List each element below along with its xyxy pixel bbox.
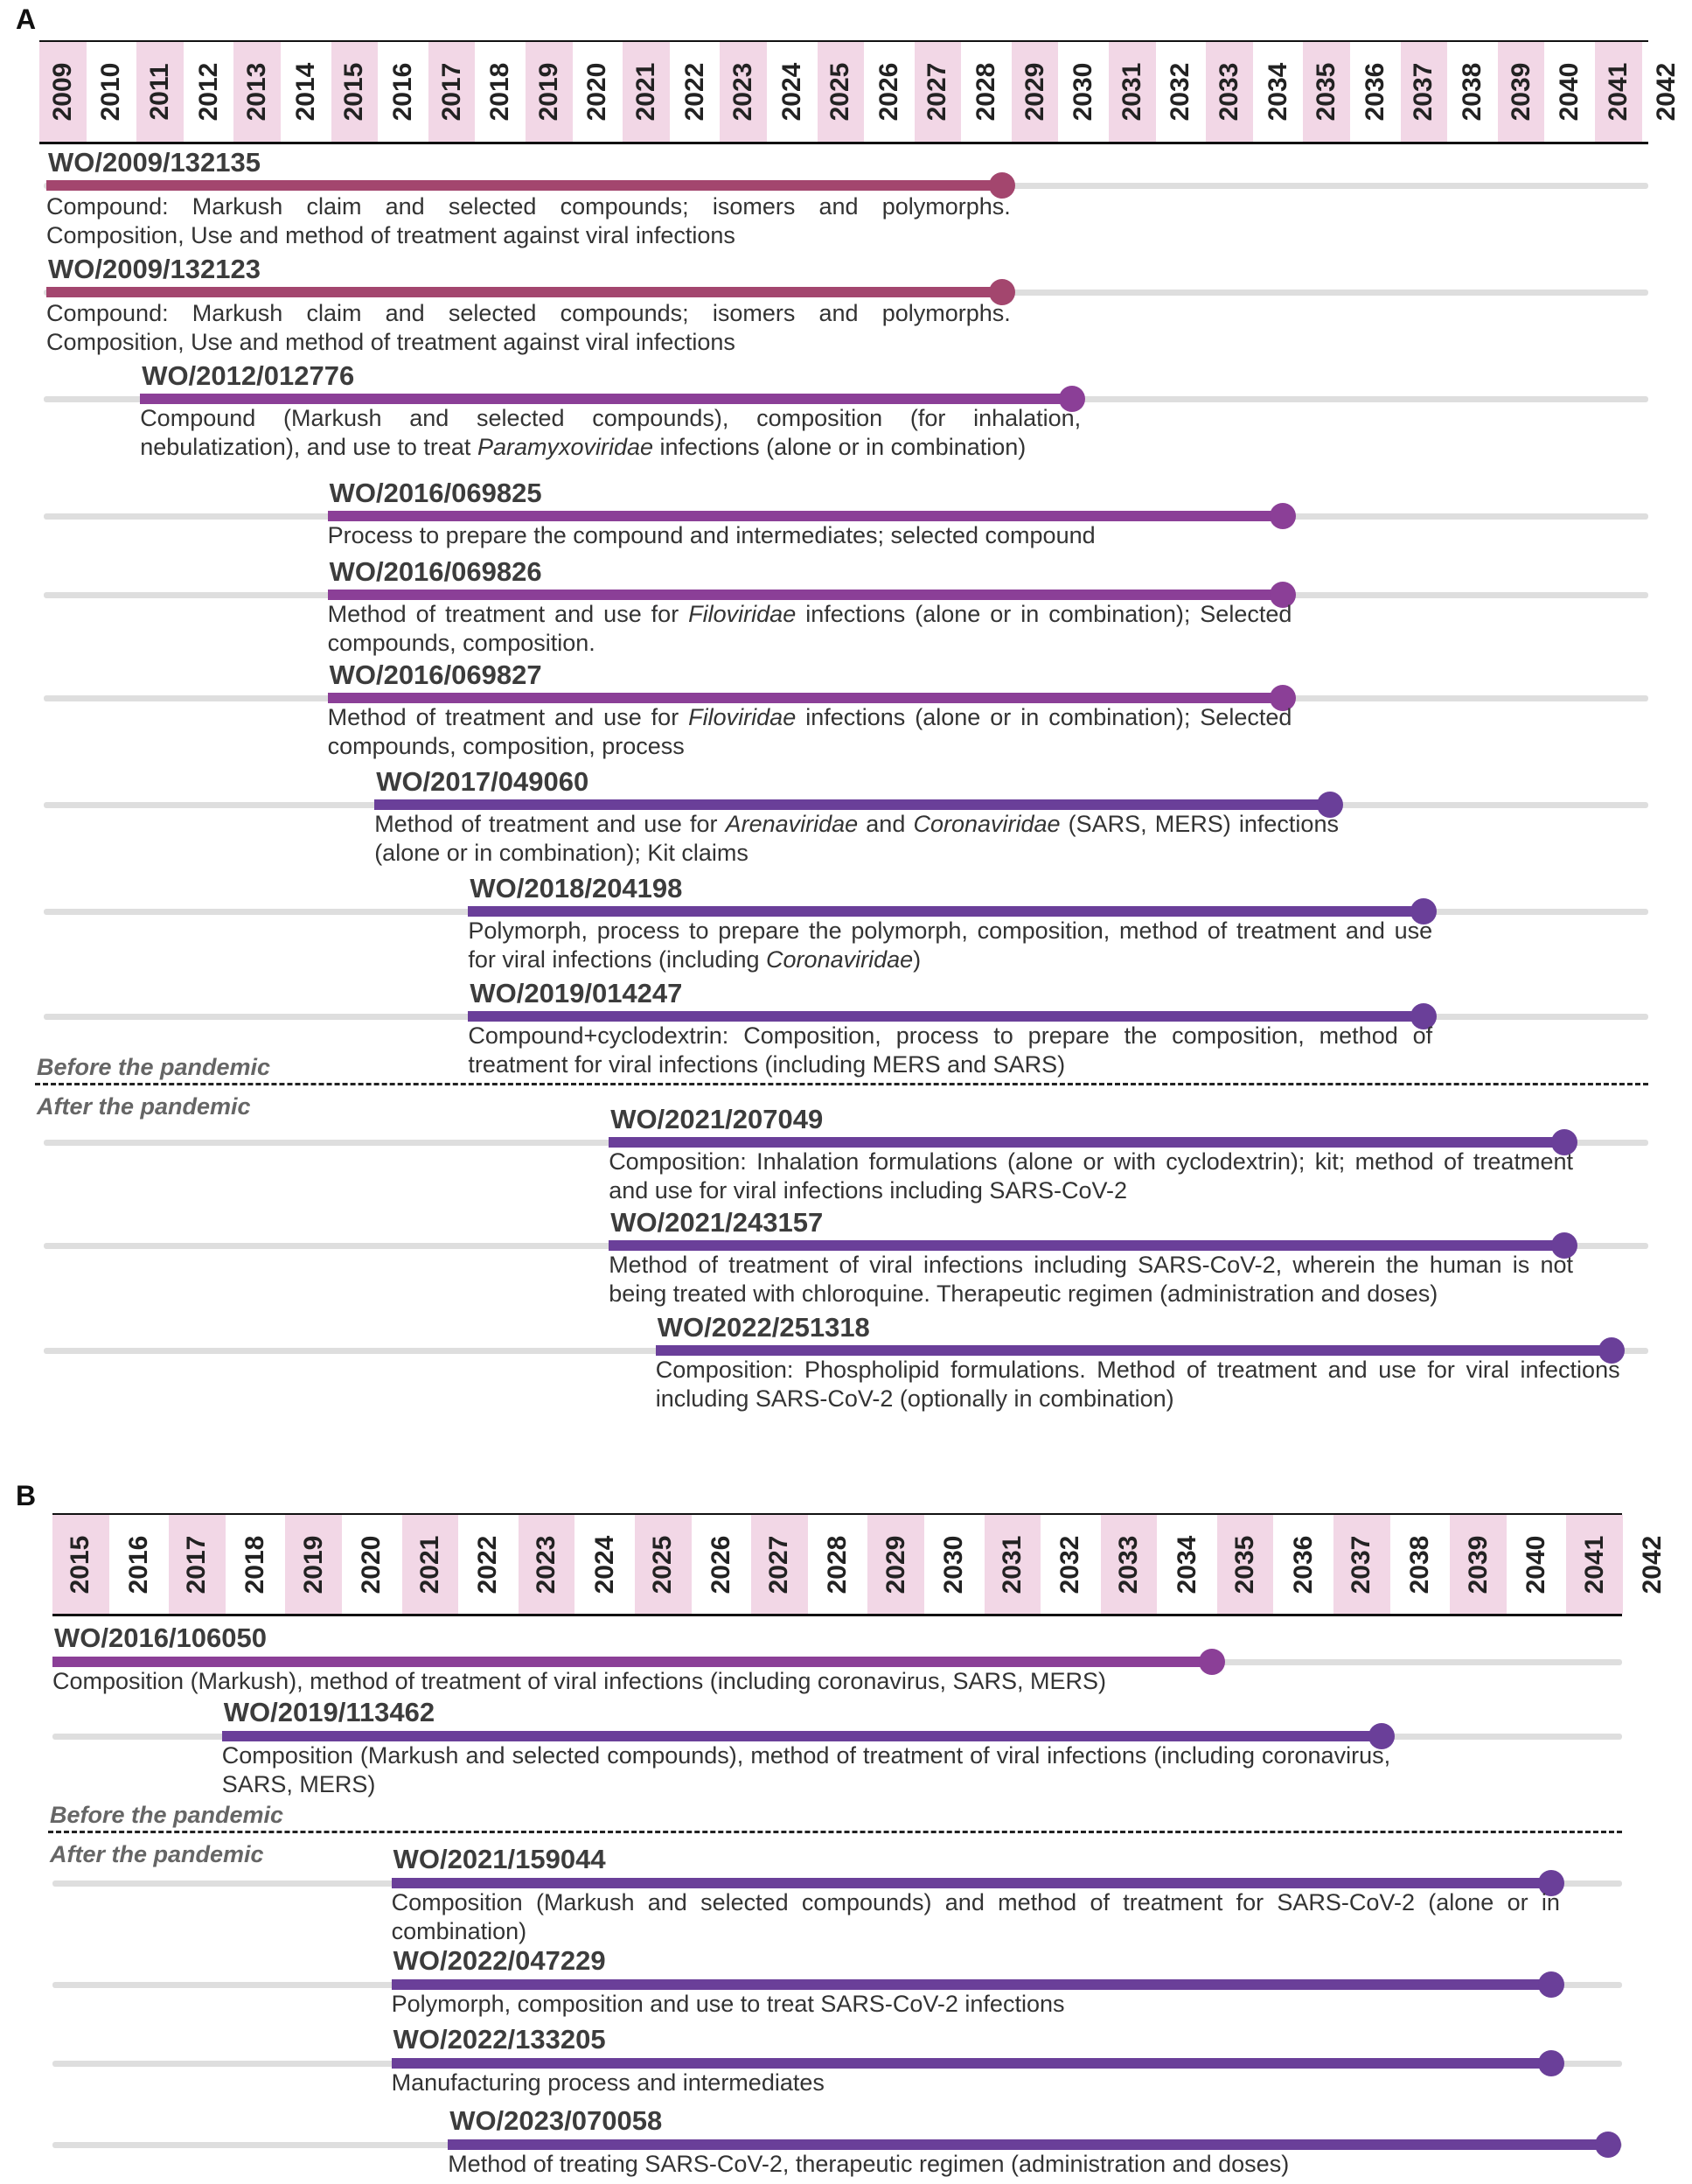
- year-label: 2041: [1603, 62, 1633, 122]
- patent-description: [448, 2150, 1613, 2179]
- year-label: 2018: [240, 1535, 270, 1594]
- patent-number: WO/2016/069825: [329, 478, 542, 508]
- patent-duration-bar: [222, 1731, 1382, 1741]
- description-text: Composition (Markush and selected compounds), method of treatment of viral infections (including coronavirus, SARS, MERS): [221, 1742, 1391, 1797]
- patent-number: WO/2016/106050: [54, 1622, 268, 1653]
- patent-number: WO/2022/133205: [393, 2024, 606, 2055]
- year-cell: [1508, 1515, 1567, 1614]
- patent-duration-bar: [52, 1657, 1212, 1667]
- year-cell: [1546, 42, 1595, 142]
- year-cell: [1042, 1515, 1101, 1614]
- description-text: Method of treatment and use for: [327, 704, 689, 730]
- description-text: Method of treatment of viral infections including SARS-CoV-2, wherein the human is not being treated with chloroquine. Therapeutic regimen (administration and doses): [609, 1252, 1573, 1307]
- year-label: 2030: [939, 1535, 969, 1594]
- pandemic-divider: [48, 1831, 1622, 1833]
- year-cell: [428, 42, 477, 142]
- description-text: Composition: Phospholipid formulations. Method of treatment and use for viral infections including SARS-CoV-2 (optionally in combination): [655, 1357, 1620, 1412]
- patent-description: [609, 1251, 1573, 1308]
- description-text: Compound (Markush and selected compounds), composition (for inhalation, nebulatization), and use to treat: [140, 405, 1082, 460]
- year-cell: [623, 42, 672, 142]
- year-label: 2034: [1172, 1535, 1201, 1594]
- patent-duration-bar: [46, 180, 1002, 191]
- year-cell: [720, 42, 769, 142]
- year-cell: [1109, 42, 1158, 142]
- before-pandemic-label: Before the pandemic: [37, 1054, 271, 1080]
- year-label: 2012: [193, 62, 223, 122]
- patent-number: WO/2012/012776: [142, 360, 355, 391]
- year-cell: [1275, 1515, 1333, 1614]
- patent-number: WO/2018/204198: [470, 873, 683, 904]
- year-label: 2031: [1117, 62, 1146, 122]
- patent-duration-bar: [609, 1137, 1564, 1148]
- patent-number: WO/2022/251318: [657, 1312, 870, 1343]
- patent-number: WO/2023/070058: [449, 2105, 663, 2136]
- patent-description: [656, 1356, 1620, 1413]
- virus-family-name: Coronaviridae: [913, 811, 1061, 837]
- year-cell: [1101, 1515, 1159, 1614]
- description-text: Composition: Inhalation formulations (alone or with cyclodextrin); kit; method of treatment and use for viral infections including SARS-CoV-2: [609, 1148, 1573, 1204]
- year-label: 2010: [96, 62, 126, 122]
- description-text: Composition (Markush), method of treatment of viral infections (including coronavirus, SARS, MERS): [52, 1668, 1106, 1694]
- patent-description: [328, 600, 1292, 658]
- year-label: 2038: [1458, 62, 1487, 122]
- year-cell: [477, 42, 526, 142]
- patent-duration-bar: [328, 693, 1284, 703]
- year-label: 2024: [589, 1535, 619, 1594]
- year-cell: [576, 1515, 635, 1614]
- year-label: 2039: [1506, 62, 1535, 122]
- year-label: 2039: [1463, 1535, 1493, 1594]
- year-label: 2023: [532, 1535, 561, 1594]
- header-bottom-line: [39, 142, 1648, 144]
- patent-duration-bar: [656, 1345, 1612, 1356]
- year-cell: [1450, 1515, 1508, 1614]
- patent-description: [140, 404, 1081, 462]
- year-cell: [282, 42, 331, 142]
- patent-duration-bar: [328, 590, 1284, 600]
- year-label: 2028: [823, 1535, 853, 1594]
- year-label: 2009: [47, 62, 77, 122]
- patent-description: [222, 1741, 1390, 1799]
- description-text: infections (alone or in combination); Selected compounds, composition, process: [327, 704, 1292, 759]
- year-header: [39, 42, 1692, 142]
- year-cell: [985, 1515, 1043, 1614]
- year-cell: [1060, 42, 1109, 142]
- patent-duration-bar: [140, 394, 1072, 404]
- year-cell: [574, 42, 623, 142]
- panel-label: A: [16, 3, 37, 35]
- year-cell: [185, 42, 234, 142]
- year-cell: [526, 42, 574, 142]
- virus-family-name: Coronaviridae: [766, 946, 914, 973]
- year-label: 2028: [971, 62, 1001, 122]
- year-cell: [460, 1515, 519, 1614]
- panel-label: B: [16, 1480, 37, 1511]
- year-cell: [39, 42, 88, 142]
- description-text: infections (alone or in combination); Selected compounds, composition.: [327, 601, 1292, 656]
- pandemic-divider: [35, 1083, 1648, 1085]
- year-cell: [1352, 42, 1401, 142]
- year-label: 2019: [298, 1535, 328, 1594]
- year-label: 2033: [1113, 1535, 1143, 1594]
- year-cell: [1303, 42, 1352, 142]
- patent-duration-bar: [468, 1011, 1424, 1022]
- description-text: Composition (Markush and selected compounds) and method of treatment for SARS-CoV-2 (alone or in combination): [391, 1889, 1560, 1944]
- year-label: 2018: [485, 62, 515, 122]
- patent-description: [392, 2069, 1560, 2097]
- year-cell: [1401, 42, 1450, 142]
- patent-duration-bar: [468, 906, 1424, 917]
- year-label: 2042: [1638, 1535, 1668, 1594]
- description-text: Process to prepare the compound and intermediates; selected compound: [327, 522, 1096, 548]
- year-label: 2020: [582, 62, 612, 122]
- patent-duration-bar: [328, 511, 1284, 521]
- description-text: Method of treatment and use for: [327, 601, 689, 627]
- description-text: (SARS, MERS) infections (alone or in combination); Kit claims: [374, 811, 1339, 866]
- year-label: 2017: [436, 62, 466, 122]
- year-cell: [227, 1515, 286, 1614]
- patent-number: WO/2021/207049: [610, 1104, 824, 1134]
- description-text: infections (alone or in combination): [653, 434, 1027, 460]
- year-label: 2038: [1404, 1535, 1434, 1594]
- year-label: 2041: [1579, 1535, 1609, 1594]
- year-label: 2024: [776, 62, 806, 122]
- patent-number: WO/2021/243157: [610, 1207, 824, 1238]
- year-header: [52, 1515, 1683, 1614]
- header-bottom-line: [52, 1614, 1622, 1616]
- year-label: 2021: [414, 1535, 444, 1594]
- year-cell: [1206, 42, 1255, 142]
- year-label: 2032: [1055, 1535, 1085, 1594]
- patent-number: WO/2019/014247: [470, 978, 683, 1008]
- year-label: 2023: [728, 62, 758, 122]
- patent-description: [46, 299, 1011, 357]
- year-cell: [1449, 42, 1498, 142]
- year-cell: [111, 1515, 170, 1614]
- year-label: 2033: [1215, 62, 1244, 122]
- patent-duration-bar: [392, 1878, 1551, 1888]
- year-cell: [1255, 42, 1304, 142]
- year-cell: [1333, 1515, 1392, 1614]
- year-label: 2040: [1555, 62, 1584, 122]
- virus-family-name: Filoviridae: [688, 704, 797, 730]
- year-label: 2014: [290, 62, 320, 122]
- patent-description: [468, 1022, 1432, 1079]
- year-label: 2015: [339, 62, 369, 122]
- patent-number: WO/2017/049060: [376, 766, 589, 797]
- year-cell: [963, 42, 1012, 142]
- year-cell: [1158, 42, 1207, 142]
- year-cell: [751, 1515, 810, 1614]
- year-label: 2029: [881, 1535, 910, 1594]
- year-label: 2037: [1347, 1535, 1376, 1594]
- virus-family-name: Filoviridae: [688, 601, 797, 627]
- before-pandemic-label: Before the pandemic: [50, 1802, 284, 1828]
- patent-duration-bar: [392, 2058, 1551, 2069]
- year-cell: [136, 42, 185, 142]
- patent-duration-bar: [609, 1240, 1564, 1251]
- patent-description: [392, 1990, 1560, 2019]
- year-cell: [672, 42, 721, 142]
- description-text: Polymorph, composition and use to treat SARS-CoV-2 infections: [391, 1991, 1065, 2017]
- year-label: 2029: [1020, 62, 1049, 122]
- year-cell: [693, 1515, 752, 1614]
- virus-family-name: Arenaviridae: [725, 811, 859, 837]
- year-cell: [635, 1515, 693, 1614]
- patent-number: WO/2022/047229: [393, 1945, 606, 1976]
- year-label: 2027: [764, 1535, 794, 1594]
- description-text: ): [913, 946, 922, 973]
- year-cell: [926, 1515, 985, 1614]
- patent-duration-bar: [46, 287, 1002, 297]
- year-label: 2040: [1521, 1535, 1551, 1594]
- year-label: 2025: [648, 1535, 678, 1594]
- patent-duration-bar: [448, 2139, 1607, 2150]
- description-text: Polymorph, process to prepare the polymorph, composition, method of treatment and use for viral infections (including: [468, 918, 1433, 973]
- year-label: 2030: [1069, 62, 1098, 122]
- year-cell: [1595, 42, 1644, 142]
- description-text: Manufacturing process and intermediates: [391, 2069, 825, 2096]
- year-cell: [233, 42, 282, 142]
- year-cell: [331, 42, 380, 142]
- year-cell: [1498, 42, 1547, 142]
- patent-description: [392, 1888, 1560, 1946]
- patent-duration-bar: [392, 1979, 1551, 1990]
- year-label: 2013: [242, 62, 272, 122]
- year-cell: [866, 42, 915, 142]
- year-label: 2015: [66, 1535, 95, 1594]
- description-text: and: [858, 811, 914, 837]
- description-text: Compound: Markush claim and selected compounds; isomers and polymorphs. Composition, Use and method of treatment against viral infections: [46, 193, 1011, 248]
- virus-family-name: Paramyxoviridae: [477, 434, 654, 460]
- year-cell: [52, 1515, 111, 1614]
- year-cell: [769, 42, 818, 142]
- description-text: Method of treating SARS-CoV-2, therapeutic regimen (administration and doses): [448, 2151, 1290, 2177]
- year-label: 2016: [387, 62, 417, 122]
- year-label: 2026: [706, 1535, 735, 1594]
- year-cell: [285, 1515, 344, 1614]
- year-label: 2011: [144, 63, 174, 121]
- year-label: 2019: [533, 62, 563, 122]
- year-cell: [169, 1515, 227, 1614]
- year-label: 2022: [473, 1535, 503, 1594]
- year-label: 2017: [182, 1535, 212, 1594]
- patent-description: [328, 703, 1292, 761]
- patent-duration-bar: [374, 799, 1330, 810]
- year-cell: [810, 1515, 868, 1614]
- year-cell: [867, 1515, 926, 1614]
- after-pandemic-label: After the pandemic: [50, 1841, 264, 1867]
- year-label: 2037: [1409, 62, 1438, 122]
- year-cell: [519, 1515, 577, 1614]
- patent-number: WO/2009/132135: [48, 147, 261, 178]
- year-label: 2036: [1288, 1535, 1318, 1594]
- year-label: 2035: [1312, 62, 1341, 122]
- year-cell: [402, 1515, 461, 1614]
- year-cell: [1012, 42, 1061, 142]
- patent-description: [374, 810, 1339, 868]
- patent-description: [52, 1667, 1221, 1696]
- after-pandemic-label: After the pandemic: [37, 1093, 251, 1120]
- year-label: 2042: [1652, 62, 1682, 122]
- year-label: 2021: [630, 62, 660, 122]
- patent-number: WO/2016/069827: [329, 659, 542, 690]
- patent-description: [46, 192, 1011, 250]
- patent-number: WO/2009/132123: [48, 254, 261, 284]
- year-label: 2031: [997, 1535, 1027, 1594]
- year-cell: [915, 42, 964, 142]
- year-label: 2032: [1166, 62, 1195, 122]
- year-cell: [1566, 1515, 1625, 1614]
- year-cell: [1625, 1515, 1683, 1614]
- patent-number: WO/2021/159044: [393, 1844, 606, 1874]
- year-cell: [379, 42, 428, 142]
- description-text: Compound: Markush claim and selected compounds; isomers and polymorphs. Composition, Use and method of treatment against viral infections: [46, 300, 1011, 355]
- year-label: 2034: [1263, 62, 1292, 122]
- year-label: 2022: [679, 62, 709, 122]
- patent-number: WO/2019/113462: [223, 1697, 435, 1727]
- year-cell: [1159, 1515, 1217, 1614]
- year-cell: [88, 42, 137, 142]
- year-label: 2016: [123, 1535, 153, 1594]
- year-cell: [1392, 1515, 1451, 1614]
- year-cell: [1644, 42, 1692, 142]
- year-label: 2025: [825, 62, 855, 122]
- year-cell: [818, 42, 867, 142]
- year-cell: [1217, 1515, 1276, 1614]
- patent-description: [609, 1148, 1573, 1205]
- year-label: 2035: [1230, 1535, 1260, 1594]
- year-label: 2020: [357, 1535, 386, 1594]
- year-label: 2027: [923, 62, 952, 122]
- description-text: Method of treatment and use for: [374, 811, 726, 837]
- year-label: 2026: [874, 62, 903, 122]
- patent-number: WO/2016/069826: [329, 556, 542, 587]
- year-label: 2036: [1360, 62, 1389, 122]
- description-text: Compound+cyclodextrin: Composition, process to prepare the composition, method of treatment for viral infections (including MERS and SARS): [468, 1022, 1433, 1078]
- patent-description: [468, 917, 1432, 974]
- patent-description: [328, 521, 1292, 550]
- year-cell: [344, 1515, 402, 1614]
